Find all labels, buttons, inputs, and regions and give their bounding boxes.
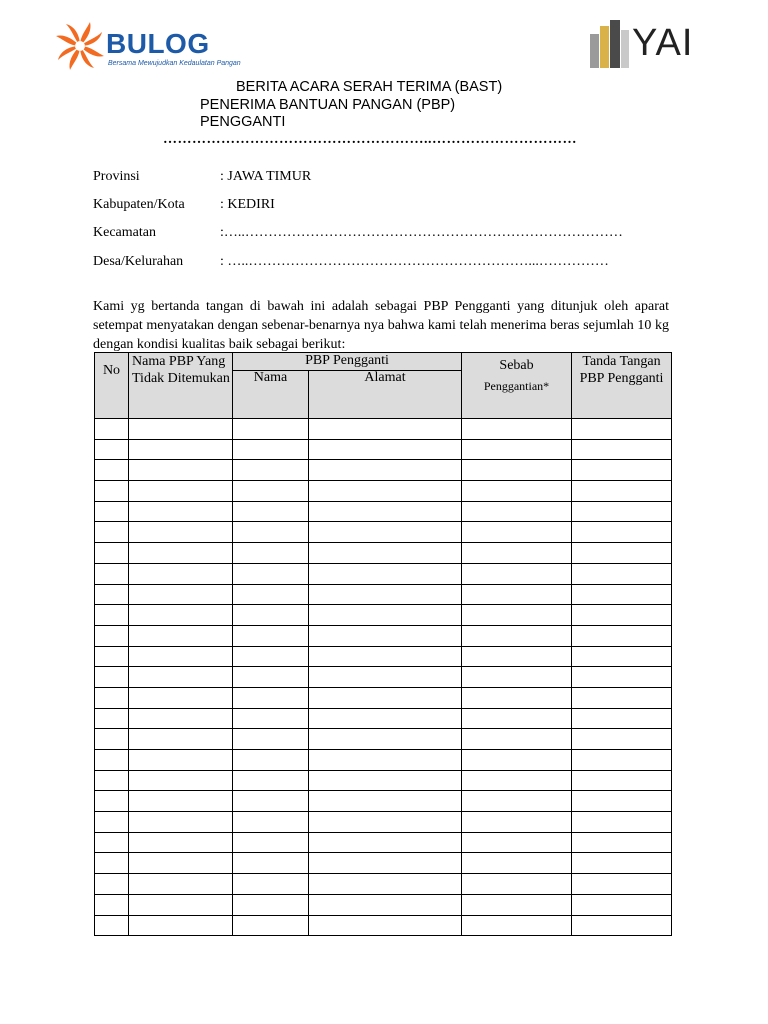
table-cell <box>462 812 572 833</box>
table-cell <box>233 832 309 853</box>
table-cell <box>95 646 129 667</box>
table-cell <box>462 915 572 936</box>
table-cell <box>462 894 572 915</box>
table-cell <box>233 791 309 812</box>
table-cell <box>233 543 309 564</box>
table-cell <box>309 501 462 522</box>
table-cell <box>309 605 462 626</box>
table-cell <box>233 522 309 543</box>
table-cell <box>572 874 672 895</box>
document-title-line-3: PENGGANTI <box>200 114 286 130</box>
table-cell <box>95 729 129 750</box>
table-cell <box>129 605 233 626</box>
table-cell <box>572 770 672 791</box>
replacement-table <box>94 352 672 936</box>
table-row <box>95 729 672 750</box>
bulog-swirl-icon <box>54 20 106 72</box>
table-cell <box>129 439 233 460</box>
table-cell <box>129 584 233 605</box>
table-cell <box>95 543 129 564</box>
header-nama: Nama <box>233 371 309 419</box>
table-cell <box>233 729 309 750</box>
table-cell <box>309 832 462 853</box>
table-cell <box>129 915 233 936</box>
table-row <box>95 522 672 543</box>
table-cell <box>233 750 309 771</box>
table-row <box>95 439 672 460</box>
table-cell <box>95 481 129 502</box>
table-row <box>95 687 672 708</box>
table-cell <box>462 770 572 791</box>
table-cell <box>309 708 462 729</box>
table-cell <box>233 605 309 626</box>
field-value-provinsi: : JAWA TIMUR <box>220 169 312 184</box>
table-cell <box>233 812 309 833</box>
table-cell <box>95 874 129 895</box>
statement-paragraph: Kami yg bertanda tangan di bawah ini adalah sebagai PBP Pengganti yang ditunjuk oleh aparat setempat menyatakan dengan sebenar-benarnya nya bahwa kami telah menerima beras sejumlah 10 kg dengan kondisi kualitas baik sebagai berikut: <box>93 299 669 352</box>
table-cell <box>129 667 233 688</box>
table-cell <box>572 646 672 667</box>
table-cell <box>129 522 233 543</box>
table-cell <box>233 481 309 502</box>
table-cell <box>462 750 572 771</box>
field-label-kabupaten: Kabupaten/Kota <box>93 197 185 212</box>
table-cell <box>233 646 309 667</box>
table-cell <box>233 563 309 584</box>
field-label-kecamatan: Kecamatan <box>93 225 156 240</box>
table-cell <box>309 584 462 605</box>
table-cell <box>572 853 672 874</box>
document-title-line-1: BERITA ACARA SERAH TERIMA (BAST) <box>236 79 503 95</box>
table-cell <box>462 791 572 812</box>
table-cell <box>462 687 572 708</box>
table-cell <box>233 439 309 460</box>
yai-wordmark: YAI <box>632 22 694 64</box>
table-cell <box>462 667 572 688</box>
table-row <box>95 584 672 605</box>
field-label-provinsi: Provinsi <box>93 169 140 184</box>
table-cell <box>309 481 462 502</box>
table-cell <box>309 687 462 708</box>
table-cell <box>572 812 672 833</box>
table-cell <box>233 894 309 915</box>
table-cell <box>572 729 672 750</box>
table-cell <box>95 708 129 729</box>
table-cell <box>309 625 462 646</box>
table-cell <box>309 874 462 895</box>
table-cell <box>233 853 309 874</box>
table-cell <box>309 563 462 584</box>
table-row <box>95 853 672 874</box>
table-row <box>95 915 672 936</box>
header-pbp-pengganti: PBP Pengganti <box>233 353 462 371</box>
table-cell <box>462 460 572 481</box>
header-sebab-line-2: Penggantian* <box>483 379 550 393</box>
table-cell <box>233 419 309 440</box>
table-cell <box>462 708 572 729</box>
table-cell <box>572 563 672 584</box>
table-row <box>95 460 672 481</box>
table-cell <box>233 915 309 936</box>
table-row <box>95 625 672 646</box>
table-cell <box>462 563 572 584</box>
table-cell <box>462 584 572 605</box>
table-cell <box>95 501 129 522</box>
table-row <box>95 770 672 791</box>
table-row <box>95 667 672 688</box>
table-cell <box>462 853 572 874</box>
table-row <box>95 501 672 522</box>
table-cell <box>309 522 462 543</box>
header-nama-pbp: Nama PBP Yang Tidak Ditemukan <box>129 353 233 419</box>
field-value-desa: : …..……………………………………………………...…………… <box>220 254 609 269</box>
table-row <box>95 481 672 502</box>
table-cell <box>309 646 462 667</box>
table-cell <box>309 812 462 833</box>
table-cell <box>95 625 129 646</box>
table-cell <box>129 729 233 750</box>
table-row <box>95 708 672 729</box>
table-cell <box>572 543 672 564</box>
table-cell <box>572 625 672 646</box>
table-cell <box>462 543 572 564</box>
bulog-tagline: Bersama Mewujudkan Kedaulatan Pangan <box>108 60 241 67</box>
table-cell <box>95 419 129 440</box>
table-cell <box>462 522 572 543</box>
table-cell <box>95 563 129 584</box>
table-cell <box>572 915 672 936</box>
table-row <box>95 543 672 564</box>
table-cell <box>233 460 309 481</box>
table-cell <box>309 667 462 688</box>
table-cell <box>95 439 129 460</box>
table-cell <box>572 419 672 440</box>
table-cell <box>129 419 233 440</box>
table-cell <box>572 439 672 460</box>
table-cell <box>462 419 572 440</box>
table-cell <box>233 687 309 708</box>
table-row <box>95 812 672 833</box>
bulog-logo <box>54 20 244 72</box>
table-row <box>95 419 672 440</box>
table-cell <box>129 687 233 708</box>
table-cell <box>309 750 462 771</box>
field-value-kecamatan: :…..……………………………………………………………………… <box>220 225 623 240</box>
table-cell <box>309 894 462 915</box>
table-row <box>95 750 672 771</box>
table-cell <box>309 770 462 791</box>
table-cell <box>95 915 129 936</box>
table-cell <box>95 460 129 481</box>
table-cell <box>233 770 309 791</box>
table-cell <box>95 853 129 874</box>
table-cell <box>129 853 233 874</box>
table-cell <box>129 832 233 853</box>
header-sebab <box>462 353 572 419</box>
table-row <box>95 563 672 584</box>
table-cell <box>129 460 233 481</box>
table-cell <box>129 543 233 564</box>
table-cell <box>462 874 572 895</box>
table-cell <box>129 874 233 895</box>
table-cell <box>309 915 462 936</box>
yai-logo <box>588 18 712 72</box>
table-cell <box>129 812 233 833</box>
table-cell <box>462 501 572 522</box>
table-cell <box>95 894 129 915</box>
table-cell <box>95 584 129 605</box>
header-sebab-line-1: Sebab <box>499 358 534 373</box>
table-cell <box>462 625 572 646</box>
table-cell <box>95 605 129 626</box>
table-cell <box>129 646 233 667</box>
table-cell <box>129 501 233 522</box>
table-cell <box>462 729 572 750</box>
table-cell <box>572 750 672 771</box>
table-cell <box>462 832 572 853</box>
header-alamat: Alamat <box>309 371 462 419</box>
table-cell <box>309 439 462 460</box>
table-cell <box>129 894 233 915</box>
table-row <box>95 791 672 812</box>
table-cell <box>572 501 672 522</box>
field-label-desa: Desa/Kelurahan <box>93 254 184 269</box>
header-tanda-tangan: Tanda Tangan PBP Pengganti <box>572 353 672 419</box>
table-cell <box>233 501 309 522</box>
table-row <box>95 646 672 667</box>
table-cell <box>129 770 233 791</box>
table-cell <box>309 460 462 481</box>
table-cell <box>233 874 309 895</box>
table-cell <box>129 708 233 729</box>
table-cell <box>462 439 572 460</box>
table-row <box>95 874 672 895</box>
table-cell <box>572 584 672 605</box>
table-cell <box>309 791 462 812</box>
table-cell <box>572 460 672 481</box>
table-cell <box>95 667 129 688</box>
table-cell <box>572 605 672 626</box>
document-title-line-2: PENERIMA BANTUAN PANGAN (PBP) <box>200 97 456 113</box>
table-cell <box>572 522 672 543</box>
table-cell <box>129 625 233 646</box>
table-cell <box>95 770 129 791</box>
table-cell <box>462 605 572 626</box>
table-cell <box>462 481 572 502</box>
table-cell <box>572 832 672 853</box>
table-cell <box>233 667 309 688</box>
table-cell <box>95 832 129 853</box>
table-cell <box>95 522 129 543</box>
table-cell <box>572 481 672 502</box>
table-row <box>95 894 672 915</box>
header-no: No <box>95 353 129 419</box>
table-cell <box>309 729 462 750</box>
table-cell <box>233 708 309 729</box>
table-cell <box>572 667 672 688</box>
table-cell <box>233 625 309 646</box>
table-cell <box>572 708 672 729</box>
yai-bars-icon <box>588 18 632 72</box>
table-cell <box>129 791 233 812</box>
table-cell <box>129 481 233 502</box>
bulog-wordmark: BULOG <box>106 28 210 59</box>
table-cell <box>572 687 672 708</box>
table-row <box>95 832 672 853</box>
field-value-kabupaten: : KEDIRI <box>220 197 275 212</box>
table-cell <box>309 543 462 564</box>
table-row <box>95 605 672 626</box>
table-cell <box>129 563 233 584</box>
table-cell <box>572 894 672 915</box>
table-cell <box>95 750 129 771</box>
table-cell <box>572 791 672 812</box>
table-cell <box>233 584 309 605</box>
table-cell <box>309 853 462 874</box>
table-cell <box>95 791 129 812</box>
table-cell <box>309 419 462 440</box>
table-cell <box>95 812 129 833</box>
table-cell <box>129 750 233 771</box>
table-body <box>95 419 672 936</box>
table-cell <box>462 646 572 667</box>
title-dotted-line: ………………………………………………..………………………… <box>163 132 577 147</box>
table-cell <box>95 687 129 708</box>
